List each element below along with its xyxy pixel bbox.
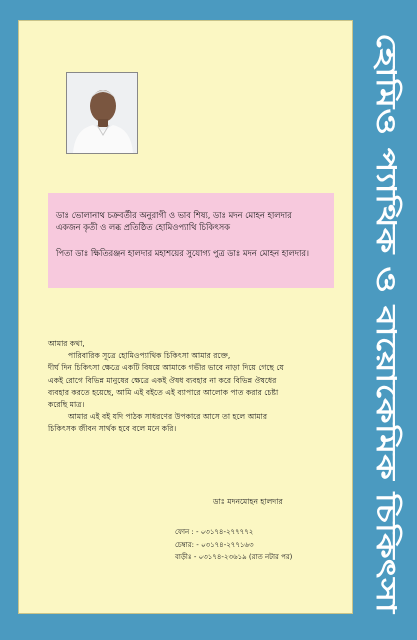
- note-line: দীর্ঘ দিন চিকিৎসা ক্ষেত্রে একটি বিষয়ে আমাকে গভীর ভাবে নাড়া দিয়ে গেছে যে: [48, 363, 284, 373]
- note-line: পারিবারিক সূত্রে হোমিওপ্যাথিক চিকিৎসা আমার রক্তে,: [68, 351, 231, 361]
- contact-label: চেম্বার:: [175, 540, 194, 549]
- contact-chamber: [175, 539, 292, 552]
- contact-label: ফোন :: [175, 528, 194, 536]
- author-introduction-box: [48, 193, 334, 288]
- author-signature: ডাঃ মদনমোহন হালদার: [213, 497, 283, 506]
- note-line: একই রোগে বিভিন্ন মানুষের ক্ষেত্রে একই ঔষধ ব্যবহার না করে বিভিন্ন ঔষধের: [48, 375, 277, 385]
- contact-label: বাড়ীঃ -: [175, 553, 197, 561]
- contact-home: [175, 551, 292, 564]
- note-line: আমার এই বই যদি পাঠক সাধরণের উপকারে আসে তা হলে আমার: [68, 412, 268, 422]
- contact-value: - ০৩১৭৪-২৭৭১৬৩: [196, 540, 254, 549]
- contact-list: [175, 526, 292, 564]
- contact-value: - ০৩১৭৪-২৭৭৭৭২: [195, 528, 254, 536]
- author-note: [48, 338, 348, 436]
- spine-title-text: হোমিও প্যাথিক ও বায়োকেমিক চিকিৎসা: [370, 33, 401, 462]
- author-photo: [66, 72, 138, 154]
- note-greeting: আমার কথা,: [48, 339, 85, 348]
- note-line: ব্যবহার করতে হয়েছে, আমি এই বইতে এই ব্যাপারে আলোক পাত করার চেষ্টা: [48, 387, 279, 397]
- intro-line-3: পিতা ডাঃ ক্ষিতিরঞ্জন হালদার মহাশয়ের সুযোগ্য পুত্র ডাঃ মদন মোহন হালদার।: [56, 248, 309, 258]
- note-line: চিকিৎসক জীবন সার্থক হবে বলে মনে করি।: [48, 424, 177, 434]
- note-line: করেছি মাত্র।: [48, 400, 85, 410]
- contact-value: ০৩১৭৪-২৩৬১৯ (রাত নটার পর): [198, 553, 293, 561]
- intro-line-1: ডাঃ ভোলানাথ চক্রবর্তীর অনুরাগী ও ভাব শিষ্য, ডাঃ মদন মোহন হালদার: [56, 210, 292, 220]
- intro-line-2: একজন কৃতী ও লব্ধ প্রতিষ্ঠিত হোমিওপ্যাথি চিকিৎসক: [56, 222, 230, 232]
- contact-phone: [175, 526, 292, 539]
- spine-title: [355, 25, 417, 625]
